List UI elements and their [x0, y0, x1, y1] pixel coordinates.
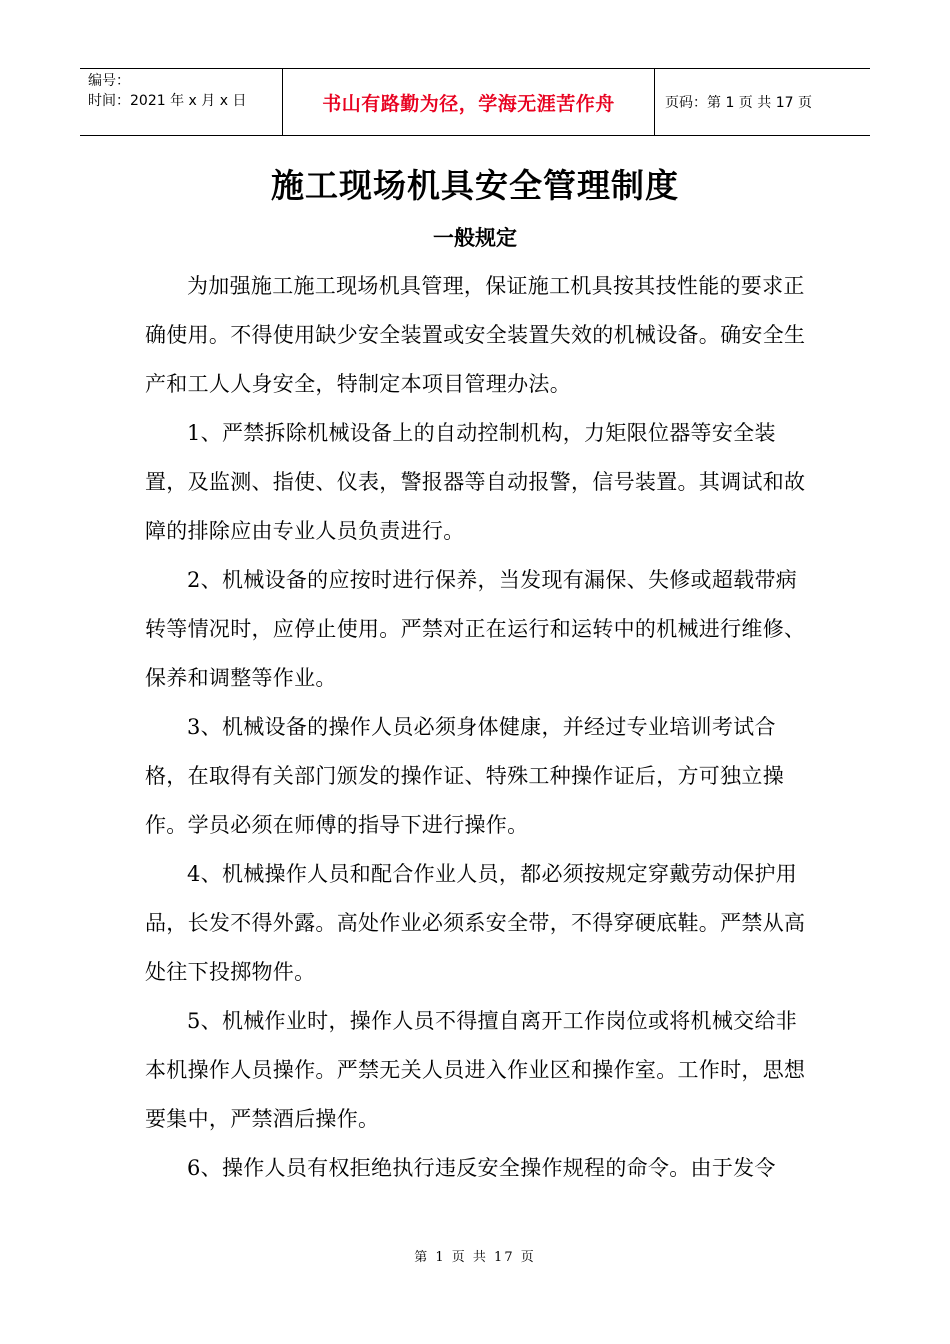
paragraph-rule-5: 5、机械作业时，操作人员不得擅自离开工作岗位或将机械交给非本机操作人员操作。严禁无关人员进入作业区和操作室。工作时，思想要集中，严禁酒后操作。 [145, 1009, 806, 1131]
header-page-info: 页码：第 1 页 共 17 页 [665, 95, 812, 111]
header-motto: 书山有路勤为径，学海无涯苦作舟 [282, 69, 655, 135]
header-meta-cell [80, 69, 282, 135]
page-footer: 第 1 页 共 17 页 [414, 1250, 536, 1265]
document-body [145, 262, 807, 1193]
document-title: 施工现场机具安全管理制度 [271, 166, 679, 205]
paragraph-rule-2: 2、机械设备的应按时进行保养，当发现有漏保、失修或超载带病转等情况时，应停止使用。严禁对正在运行和运转中的机械进行维修、保养和调整等作业。 [145, 568, 806, 690]
paragraph-rule-3: 3、机械设备的操作人员必须身体健康，并经过专业培训考试合格，在取得有关部门颁发的操作证、特殊工种操作证后，方可独立操作。学员必须在师傅的指导下进行操作。 [145, 715, 784, 837]
paragraph-rule-6: 6、操作人员有权拒绝执行违反安全操作规程的命令。由于发令 [187, 1156, 776, 1180]
section-title: 一般规定 [433, 225, 517, 250]
header-number-label: 编号： [88, 73, 130, 89]
paragraph-rule-1: 1、严禁拆除机械设备上的自动控制机构，力矩限位器等安全装置，及监测、指使、仪表，警报器等自动报警，信号装置。其调试和故障的排除应由专业人员负责进行。 [145, 421, 806, 543]
paragraph-intro: 为加强施工施工现场机具管理，保证施工机具按其技性能的要求正确使用。不得使用缺少安全装置或安全装置失效的机械设备。确安全生产和工人人身安全，特制定本项目管理办法。 [145, 274, 806, 396]
header-time-label: 时间：2021 年 x 月 x 日 [88, 93, 247, 109]
paragraph-rule-4: 4、机械操作人员和配合作业人员，都必须按规定穿戴劳动保护用品，长发不得外露。高处作业必须系安全带，不得穿硬底鞋。严禁从高处往下投掷物件。 [145, 862, 806, 984]
document-header [80, 68, 870, 136]
